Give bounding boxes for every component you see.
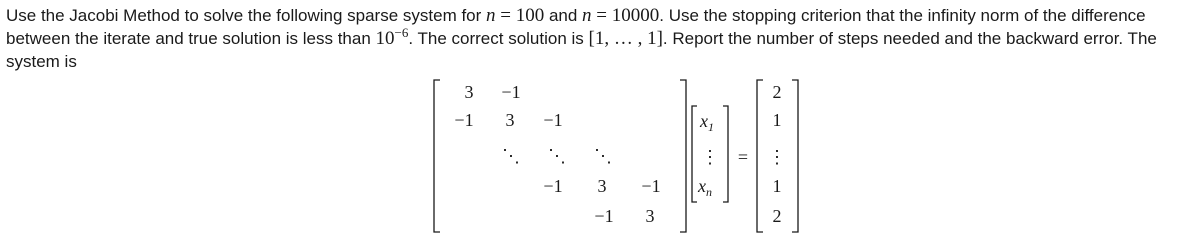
problem-line-1: Use the Jacobi Method to solve the following sparse system for n = 100 and n = 10000. Use the stopping criterion that the infinity norm of the difference [6, 5, 1146, 26]
matrix-diagonal-dots: ⋱ [502, 146, 520, 166]
rhs-entry: 1 [772, 110, 782, 130]
tolerance-exponent: −6 [394, 25, 409, 40]
matrix-entry: 3 [597, 176, 607, 196]
vector-x-right-bracket [723, 106, 728, 202]
matrix-entry: −1 [454, 110, 474, 130]
matrix-entry: 3 [645, 206, 655, 226]
variable-n: n [486, 5, 496, 26]
problem-line-2: between the iterate and true solution is less than $10^{-6}$. The correct solution is [1, … , 1]. Report the number of steps needed and the backward error. The [6, 25, 1157, 49]
matrix-entry: −1 [543, 110, 563, 130]
rhs-left-bracket [757, 80, 763, 232]
vector-x-left-bracket [692, 106, 697, 202]
equals-sign: = [737, 147, 749, 167]
rhs-entry: 1 [772, 176, 782, 196]
n-value-10000: 10000 [611, 5, 660, 26]
matrix-right-bracket [680, 80, 686, 232]
variable-n: n [582, 5, 592, 26]
true-solution: [1, … , 1] [588, 28, 663, 49]
n-value-100: 100 [515, 5, 545, 26]
vector-x-first: $x_1$ [700, 111, 714, 134]
rhs-vdots: ⋮ [768, 147, 786, 167]
vector-x-last: $x_n$ [698, 176, 712, 199]
matrix-diagonal-dots: ⋱ [594, 146, 612, 166]
tolerance-base: 10 [375, 28, 395, 49]
matrix-entry: 3 [464, 82, 474, 102]
matrix-entry: −1 [501, 82, 521, 102]
problem-line-3: system is [6, 52, 77, 71]
rhs-entry: 2 [772, 82, 782, 102]
matrix-diagonal-dots: ⋱ [548, 146, 566, 166]
vector-x-vdots: ⋮ [701, 147, 719, 167]
rhs-entry: 2 [772, 206, 782, 226]
matrix-entry: −1 [641, 176, 661, 196]
rhs-right-bracket [792, 80, 798, 232]
matrix-left-bracket [434, 80, 440, 232]
matrix-entry: −1 [543, 176, 563, 196]
matrix-entry: −1 [594, 206, 614, 226]
matrix-entry: 3 [505, 110, 515, 130]
